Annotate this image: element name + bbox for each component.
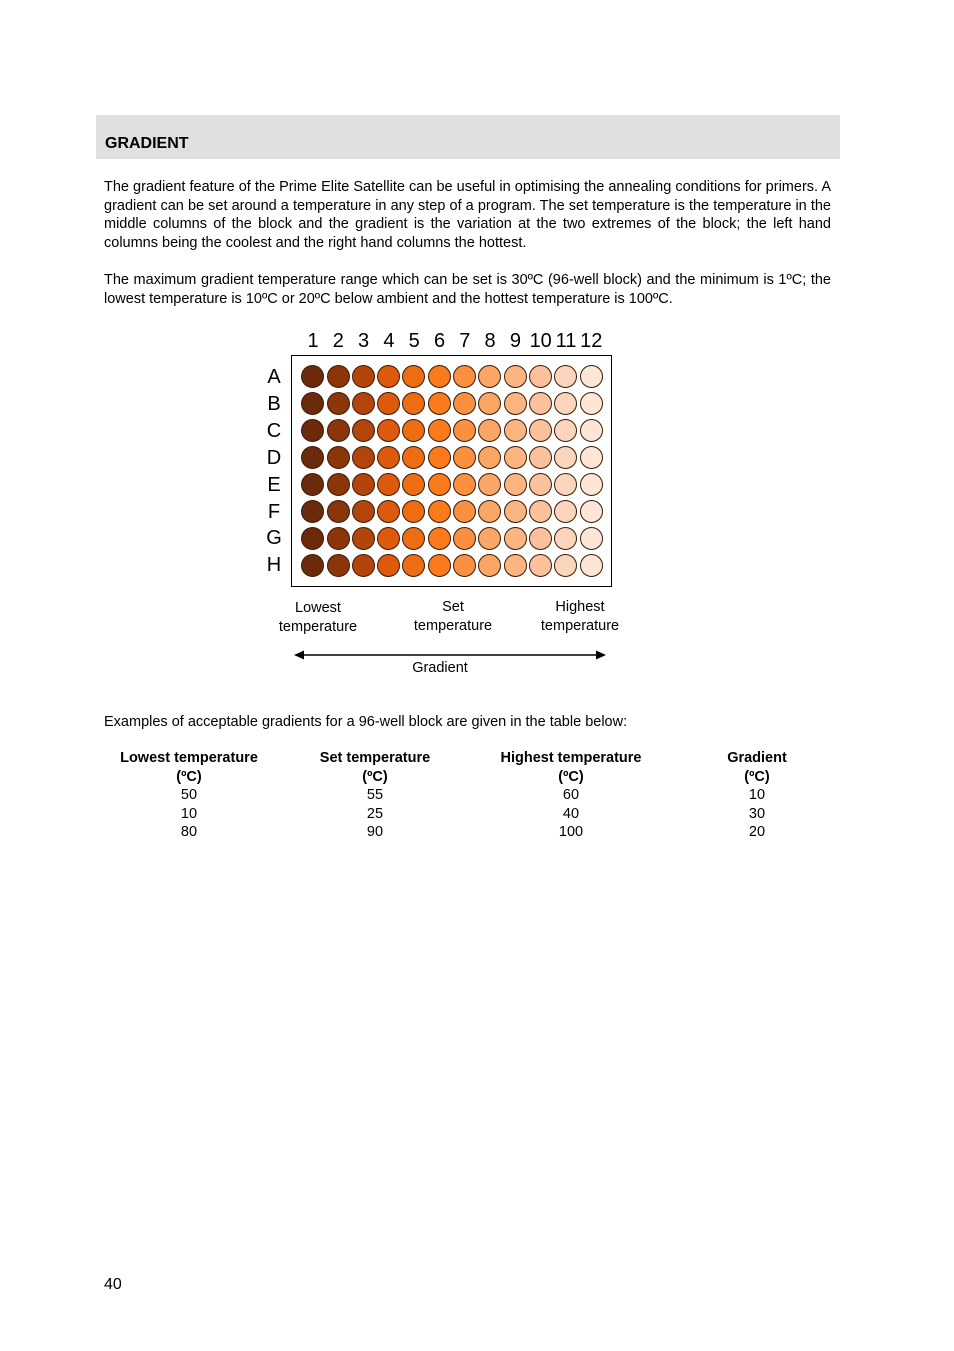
- well-D11: [554, 446, 577, 469]
- well-A1: [301, 365, 324, 388]
- well-D5: [402, 446, 425, 469]
- gradient-examples-table: [104, 749, 848, 842]
- well-C8: [478, 419, 501, 442]
- well-A8: [478, 365, 501, 388]
- caption-gradient: Gradient: [412, 660, 468, 676]
- well-A3: [352, 365, 375, 388]
- well-G12: [580, 527, 603, 550]
- well-E2: [327, 473, 350, 496]
- column-label-11: 11: [555, 330, 577, 352]
- row-label-E: E: [267, 473, 281, 496]
- column-label-3: 3: [358, 330, 370, 352]
- column-label-9: 9: [509, 330, 521, 352]
- table-cell: 100: [558, 824, 584, 840]
- table-row: [104, 805, 848, 824]
- well-E9: [504, 473, 527, 496]
- well-B7: [453, 392, 476, 415]
- header-unit: (ºC): [176, 768, 202, 785]
- well-C10: [529, 419, 552, 442]
- well-C9: [504, 419, 527, 442]
- caption-lowest-line1: Lowest: [295, 600, 341, 616]
- column-label-12: 12: [580, 330, 603, 352]
- well-D9: [504, 446, 527, 469]
- well-B11: [554, 392, 577, 415]
- well-D6: [428, 446, 451, 469]
- well-C1: [301, 419, 324, 442]
- well-A10: [529, 365, 552, 388]
- well-A12: [580, 365, 603, 388]
- range-paragraph: The maximum gradient temperature range which can be set is 30ºC (96-well block) and the minimum is 1ºC; the lowest temperature is 10ºC or 20ºC below ambient and the hottest temperature is 100ºC.: [104, 272, 831, 307]
- well-E11: [554, 473, 577, 496]
- well-A11: [554, 365, 577, 388]
- caption-lowest-line2: temperature: [278, 619, 358, 635]
- well-H1: [301, 554, 324, 577]
- header-unit: (ºC): [558, 768, 584, 785]
- well-B8: [478, 392, 501, 415]
- row-label-F: F: [267, 500, 281, 523]
- intro-paragraph: The gradient feature of the Prime Elite Satellite can be useful in optimising the annealing conditions for primers. A gradient can be set around a temperature in any step of a program. The set temperature is the temperature in the middle columns of the block and the gradient is the variation at the two extremes of the block; the left hand columns being the coolest and the right hand columns the hottest.: [104, 179, 831, 251]
- caption-set-line1: Set: [442, 599, 464, 615]
- well-D2: [327, 446, 350, 469]
- caption-set-line2: temperature: [413, 618, 493, 634]
- table-cell: 60: [562, 787, 580, 803]
- header-label: Lowest temperature: [120, 750, 258, 766]
- table-cell: 20: [748, 824, 766, 840]
- header-gradient: [666, 749, 848, 786]
- well-B9: [504, 392, 527, 415]
- well-F9: [504, 500, 527, 523]
- header-lowest-temperature: [104, 749, 274, 786]
- well-D12: [580, 446, 603, 469]
- caption-highest-line2: temperature: [540, 618, 620, 634]
- well-H4: [377, 554, 400, 577]
- well-F8: [478, 500, 501, 523]
- table-header-row: [104, 749, 848, 786]
- well-C6: [428, 419, 451, 442]
- well-E5: [402, 473, 425, 496]
- well-B5: [402, 392, 425, 415]
- header-unit: (ºC): [362, 768, 388, 785]
- caption-set-temperature: [400, 598, 506, 636]
- well-C7: [453, 419, 476, 442]
- well-H12: [580, 554, 603, 577]
- section-title: GRADIENT: [105, 135, 189, 152]
- caption-highest-line1: Highest: [555, 599, 605, 615]
- well-H2: [327, 554, 350, 577]
- well-H5: [402, 554, 425, 577]
- row-label-G: G: [266, 527, 282, 550]
- table-cell: 80: [180, 824, 198, 840]
- page-number: 40: [104, 1276, 122, 1293]
- well-B3: [352, 392, 375, 415]
- table-cell: 40: [562, 805, 580, 822]
- well-F5: [402, 500, 425, 523]
- row-label-B: B: [267, 392, 281, 415]
- examples-intro-text: Examples of acceptable gradients for a 96-well block are given in the table below:: [104, 714, 628, 730]
- well-A4: [377, 365, 400, 388]
- row-label-A: A: [267, 366, 281, 388]
- caption-highest-temperature: [527, 598, 633, 636]
- column-label-4: 4: [383, 330, 395, 352]
- well-F7: [453, 500, 476, 523]
- well-G10: [529, 527, 552, 550]
- well-C3: [352, 419, 375, 442]
- row-label-H: H: [266, 554, 282, 577]
- well-G2: [327, 527, 350, 550]
- well-B4: [377, 392, 400, 415]
- column-label-5: 5: [408, 330, 420, 352]
- well-A7: [453, 365, 476, 388]
- well-F3: [352, 500, 375, 523]
- well-F4: [377, 500, 400, 523]
- well-C12: [580, 419, 603, 442]
- well-G7: [453, 527, 476, 550]
- well-H11: [554, 554, 577, 577]
- well-H6: [428, 554, 451, 577]
- well-D3: [352, 446, 375, 469]
- well-A6: [428, 365, 451, 388]
- well-F2: [327, 500, 350, 523]
- well-F12: [580, 500, 603, 523]
- well-G1: [301, 527, 324, 550]
- well-A2: [327, 365, 350, 388]
- well-plate: [291, 355, 612, 587]
- table-cell: 90: [366, 824, 384, 840]
- well-D1: [301, 446, 324, 469]
- well-A5: [402, 365, 425, 388]
- well-F10: [529, 500, 552, 523]
- table-cell: 10: [748, 787, 766, 803]
- table-cell: 30: [748, 805, 766, 822]
- well-E7: [453, 473, 476, 496]
- well-C11: [554, 419, 577, 442]
- well-H10: [529, 554, 552, 577]
- row-label-D: D: [266, 446, 282, 469]
- column-label-7: 7: [459, 330, 471, 352]
- header-highest-temperature: [476, 749, 666, 786]
- header-label: Highest temperature: [500, 750, 642, 766]
- table-cell: 55: [366, 787, 384, 803]
- column-label-1: 1: [307, 330, 319, 352]
- row-label-C: C: [266, 419, 282, 442]
- well-H7: [453, 554, 476, 577]
- well-G6: [428, 527, 451, 550]
- well-G4: [377, 527, 400, 550]
- header-set-temperature: [274, 749, 476, 786]
- well-E6: [428, 473, 451, 496]
- header-label: Set temperature: [319, 750, 431, 766]
- well-B12: [580, 392, 603, 415]
- well-C2: [327, 419, 350, 442]
- table-row: [104, 786, 848, 805]
- well-B1: [301, 392, 324, 415]
- column-label-6: 6: [433, 330, 446, 352]
- table-cell: 25: [366, 805, 384, 822]
- well-D4: [377, 446, 400, 469]
- header-label: Gradient: [727, 750, 787, 766]
- well-C5: [402, 419, 425, 442]
- header-unit: (ºC): [744, 768, 770, 785]
- well-F6: [428, 500, 451, 523]
- well-G9: [504, 527, 527, 550]
- well-F11: [554, 500, 577, 523]
- well-D8: [478, 446, 501, 469]
- well-E3: [352, 473, 375, 496]
- well-F1: [301, 500, 324, 523]
- table-cell: 50: [180, 787, 198, 803]
- well-H9: [504, 554, 527, 577]
- plate-gradient-figure: [255, 325, 635, 685]
- column-label-10: 10: [529, 330, 552, 352]
- well-D10: [529, 446, 552, 469]
- well-E1: [301, 473, 324, 496]
- well-G5: [402, 527, 425, 550]
- caption-lowest-temperature: [265, 599, 371, 637]
- well-G8: [478, 527, 501, 550]
- well-G11: [554, 527, 577, 550]
- well-E4: [377, 473, 400, 496]
- well-E8: [478, 473, 501, 496]
- well-E10: [529, 473, 552, 496]
- table-row: [104, 823, 848, 842]
- column-label-8: 8: [484, 330, 496, 352]
- well-B2: [327, 392, 350, 415]
- well-A9: [504, 365, 527, 388]
- well-H8: [478, 554, 501, 577]
- well-C4: [377, 419, 400, 442]
- well-B6: [428, 392, 451, 415]
- well-G3: [352, 527, 375, 550]
- well-E12: [580, 473, 603, 496]
- table-cell: 10: [180, 805, 198, 822]
- section-heading-bar: [96, 115, 840, 159]
- well-B10: [529, 392, 552, 415]
- well-H3: [352, 554, 375, 577]
- well-D7: [453, 446, 476, 469]
- column-label-2: 2: [332, 330, 344, 352]
